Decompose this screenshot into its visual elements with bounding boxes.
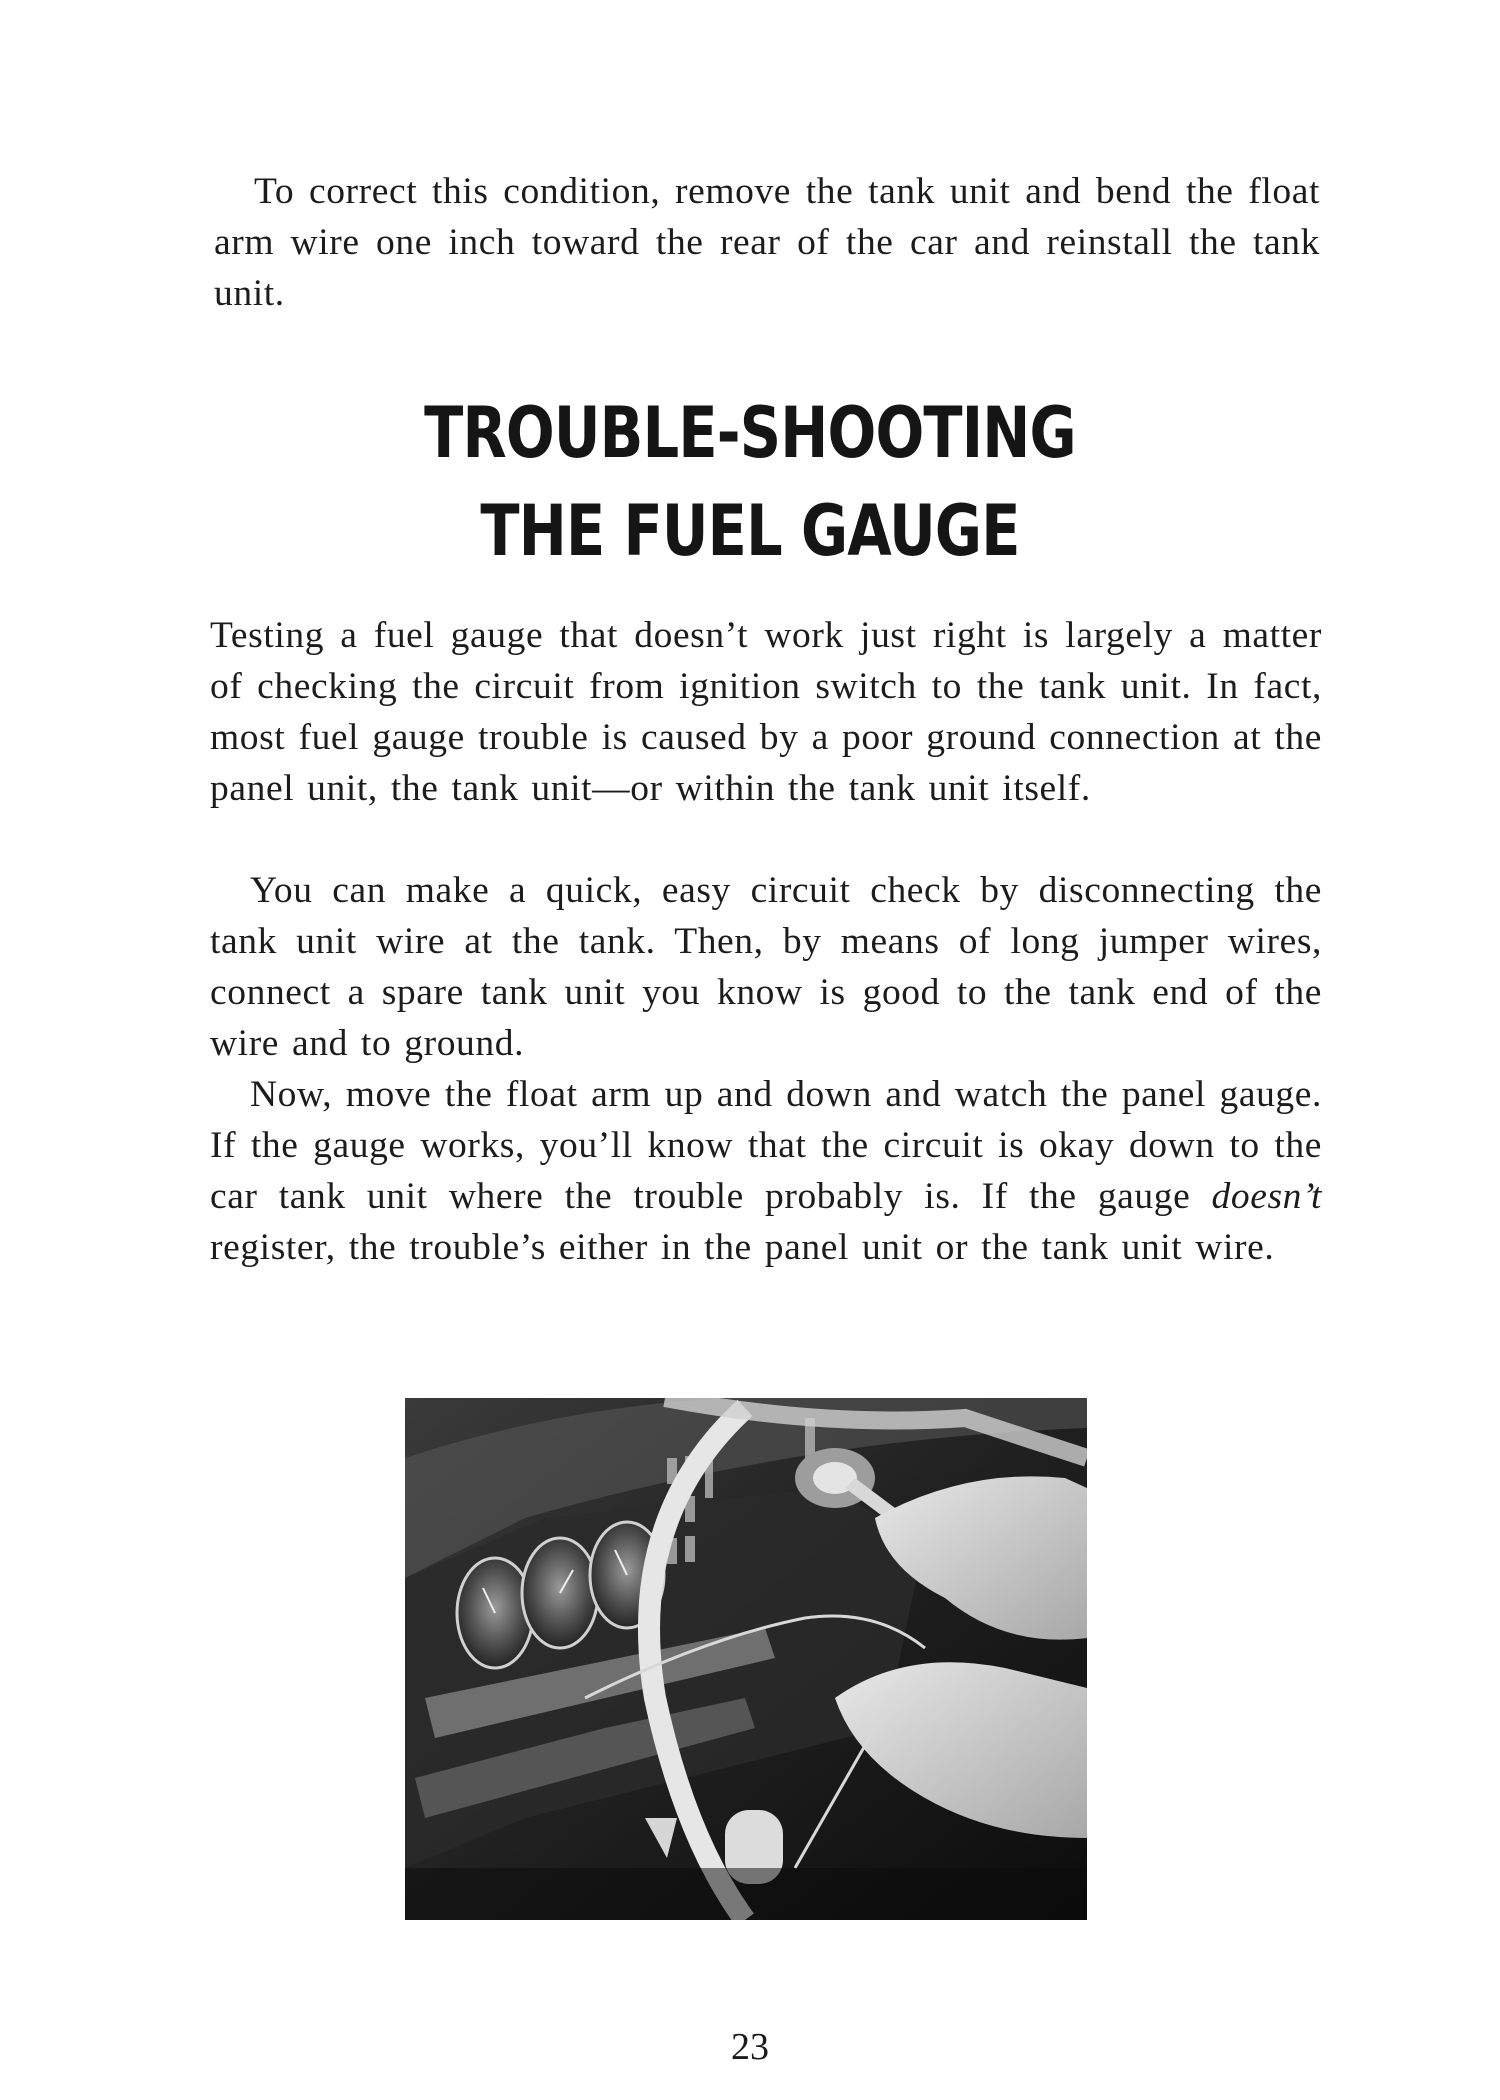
body-paragraph-3 — [210, 1069, 1322, 1273]
page-number: 23 — [731, 2026, 769, 2068]
section-heading-line-2: THE FUEL GAUGE — [480, 490, 1020, 572]
body-paragraph-2: You can make a quick, easy circuit check by disconnecting the tank unit wire at the tank. Then, by means of long jumper wires, connect a spare tank unit you know is good to the tank end of the wire and to ground. — [210, 870, 1322, 1064]
paragraph-3-emphasis: doesn’t — [1211, 1176, 1322, 1217]
intro-paragraph: To correct this condition, remove the tank unit and bend the float arm wire one inch toward the rear of the car and reinstall the tank unit. — [214, 171, 1320, 314]
body-paragraph-1: Testing a fuel gauge that doesn’t work just right is largely a matter of checking the circuit from ignition switch to the tank unit. In fact, most fuel gauge trouble is caused by a poor ground connection at the panel unit, the tank unit—or within the tank unit itself. — [210, 615, 1322, 809]
paragraph-3-text-start: Now, move the float arm up and down and watch the panel gauge. If the gauge works, you’ll know that the circuit is okay down to the car tank unit where the trouble probably is. If the gauge — [210, 1074, 1322, 1217]
section-heading-line-1: TROUBLE-SHOOTING — [424, 392, 1076, 474]
dashboard-photo — [405, 1398, 1087, 1920]
paragraph-3-text-end: register, the trouble’s either in the panel unit or the tank unit wire. — [210, 1227, 1275, 1268]
